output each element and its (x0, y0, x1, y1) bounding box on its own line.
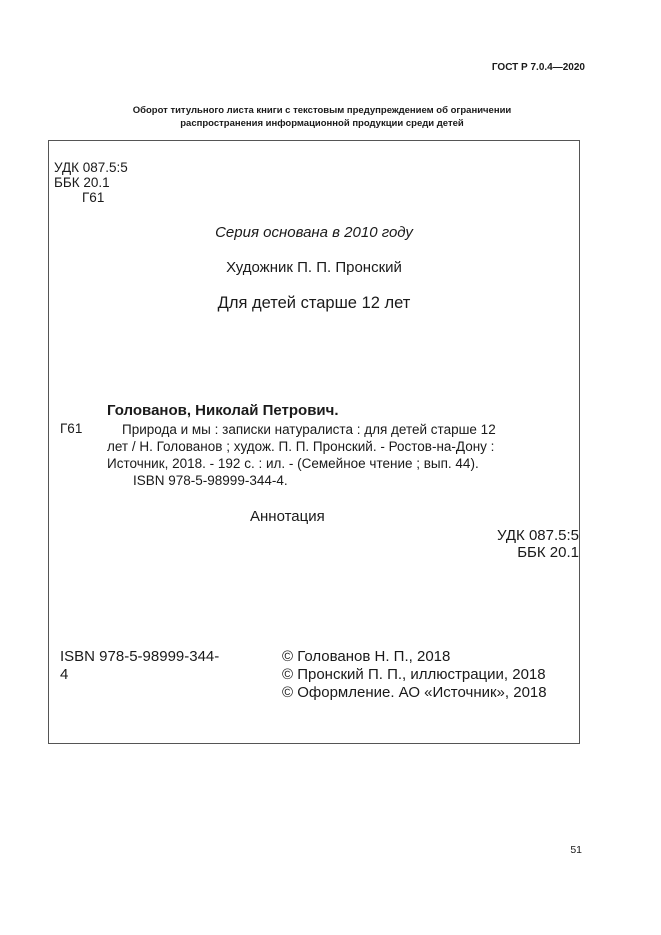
bbk-bottom: ББК 20.1 (517, 544, 579, 561)
standard-code: ГОСТ Р 7.0.4—2020 (491, 62, 585, 73)
age-warning: Для детей старше 12 лет (217, 294, 411, 312)
bbk-top: ББК 20.1 (54, 175, 110, 190)
copyright-author: © Голованов Н. П., 2018 (282, 648, 451, 665)
classification-bottom (497, 527, 579, 561)
bibliographic-record (107, 421, 496, 489)
page-number: 51 (570, 844, 582, 856)
bib-line-3: Источник, 2018. - 192 с. : ил. - (Семейное чтение ; вып. 44). (107, 456, 479, 471)
udk-top: УДК 087.5:5 (54, 160, 128, 175)
isbn-line: ISBN 978-5-98999-344-4. (133, 473, 288, 488)
author-sign: Г61 (60, 421, 83, 436)
caption-line-2: распространения информационной продукции среди детей (180, 118, 464, 129)
bib-line-2: лет / Н. Голованов ; худож. П. П. Пронский. - Ростов-на-Дону : (107, 439, 495, 454)
copyright-illustrator: © Пронский П. П., иллюстрации, 2018 (282, 666, 546, 683)
annotation-label: Аннотация (250, 508, 325, 525)
copyright-publisher: © Оформление. АО «Источник», 2018 (282, 684, 547, 701)
author-heading: Голованов, Николай Петрович. (107, 402, 339, 419)
author-sign-top: Г61 (82, 190, 105, 205)
caption-line-1: Оборот титульного листа книги с текстовым предупреждением об ограничении (132, 105, 512, 116)
bib-line-1: Природа и мы : записки натуралиста : для детей старше 12 (122, 422, 496, 437)
udk-bottom: УДК 087.5:5 (497, 527, 579, 544)
copyright-block (282, 648, 547, 702)
artist-credit: Художник П. П. Пронский (226, 259, 402, 276)
isbn-bottom-line-2: 4 (60, 666, 69, 683)
figure-caption (0, 104, 644, 130)
classification-top (54, 160, 128, 205)
isbn-bottom-line-1: ISBN 978-5-98999-344- (60, 648, 220, 665)
series-note: Серия основана в 2010 году (215, 224, 413, 241)
isbn-bottom (60, 648, 219, 684)
